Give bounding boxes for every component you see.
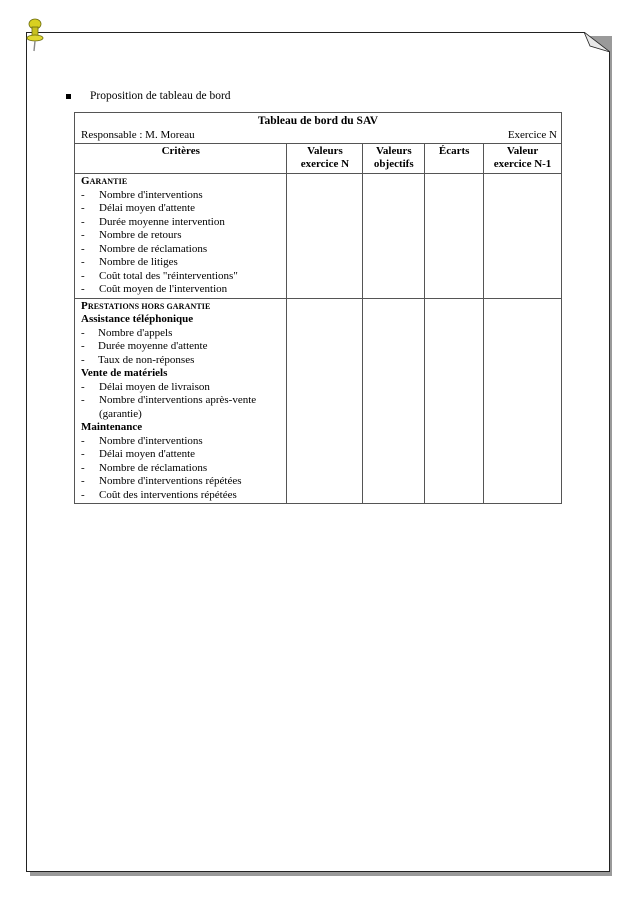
list-item: - Nombre d'interventions bbox=[81, 188, 203, 201]
table-title-row bbox=[75, 113, 562, 129]
responsable-label: Responsable : M. Moreau bbox=[81, 128, 195, 141]
header-objectifs: Valeurs objectifs bbox=[363, 144, 425, 174]
dashboard-table-container bbox=[74, 112, 562, 504]
header-ecarts: Écarts bbox=[425, 144, 484, 174]
section-title-garantie: GARANTIE bbox=[81, 175, 128, 187]
table-row-hors-garantie bbox=[75, 298, 562, 504]
criteres-cell-garantie bbox=[75, 174, 287, 299]
subsection-title-vente: Vente de matériels bbox=[81, 367, 168, 379]
bullet-text: Proposition de tableau de bord bbox=[90, 90, 231, 102]
list-item: - Nombre d'interventions bbox=[81, 434, 203, 447]
header-valeurs-n: Valeurs exercice N bbox=[287, 144, 363, 174]
list-item: - Taux de non-réponses bbox=[81, 353, 195, 366]
value-cell bbox=[287, 174, 363, 299]
list-item: - Nombre de réclamations bbox=[81, 242, 208, 255]
header-valeur-n-1: Valeur exercice N-1 bbox=[484, 144, 562, 174]
value-cell bbox=[363, 298, 425, 504]
list-item: - Délai moyen d'attente bbox=[81, 202, 196, 214]
subsection-title-maintenance: Maintenance bbox=[81, 421, 143, 433]
list-item: - Nombre de retours bbox=[81, 229, 182, 241]
criteres-cell-hors-garantie bbox=[75, 298, 287, 504]
list-item: - Délai moyen d'attente bbox=[81, 448, 196, 460]
value-cell bbox=[363, 174, 425, 299]
list-item: - Nombre de réclamations bbox=[81, 461, 208, 474]
section-title-hors-garantie: PRESTATIONS HORS GARANTIE bbox=[81, 299, 211, 312]
list-item: - Nombre d'interventions répétées bbox=[81, 475, 242, 487]
exercice-label: Exercice N bbox=[507, 128, 557, 141]
list-item: - Nombre de litiges bbox=[81, 256, 178, 268]
table-title: Tableau de bord du SAV bbox=[75, 113, 562, 129]
table-header-row bbox=[75, 144, 562, 174]
header-criteres: Critères bbox=[75, 144, 287, 174]
bullet-square-icon bbox=[66, 94, 71, 99]
list-item: - Durée moyenne intervention bbox=[81, 215, 225, 228]
list-item: - Coût moyen de l'intervention bbox=[81, 283, 228, 295]
value-cell bbox=[425, 298, 484, 504]
list-item-continuation: (garantie) bbox=[99, 407, 142, 420]
list-item: - Délai moyen de livraison bbox=[81, 380, 210, 393]
list-item: - Nombre d'interventions après-vente bbox=[81, 394, 257, 406]
table-info-row bbox=[75, 129, 562, 144]
list-item: - Durée moyenne d'attente bbox=[81, 340, 208, 352]
value-cell bbox=[484, 174, 562, 299]
dashboard-table bbox=[74, 112, 562, 504]
value-cell bbox=[484, 298, 562, 504]
value-cell bbox=[425, 174, 484, 299]
pushpin-icon bbox=[24, 18, 46, 52]
bullet-paragraph bbox=[66, 90, 231, 102]
list-item: - Nombre d'appels bbox=[81, 326, 173, 339]
page-fold-corner bbox=[584, 32, 610, 52]
table-row-garantie bbox=[75, 174, 562, 299]
list-item: - Coût total des "réinterventions" bbox=[81, 269, 238, 282]
subsection-title-assistance: Assistance téléphonique bbox=[81, 313, 194, 325]
value-cell bbox=[287, 298, 363, 504]
list-item: - Coût des interventions répétées bbox=[81, 488, 237, 501]
